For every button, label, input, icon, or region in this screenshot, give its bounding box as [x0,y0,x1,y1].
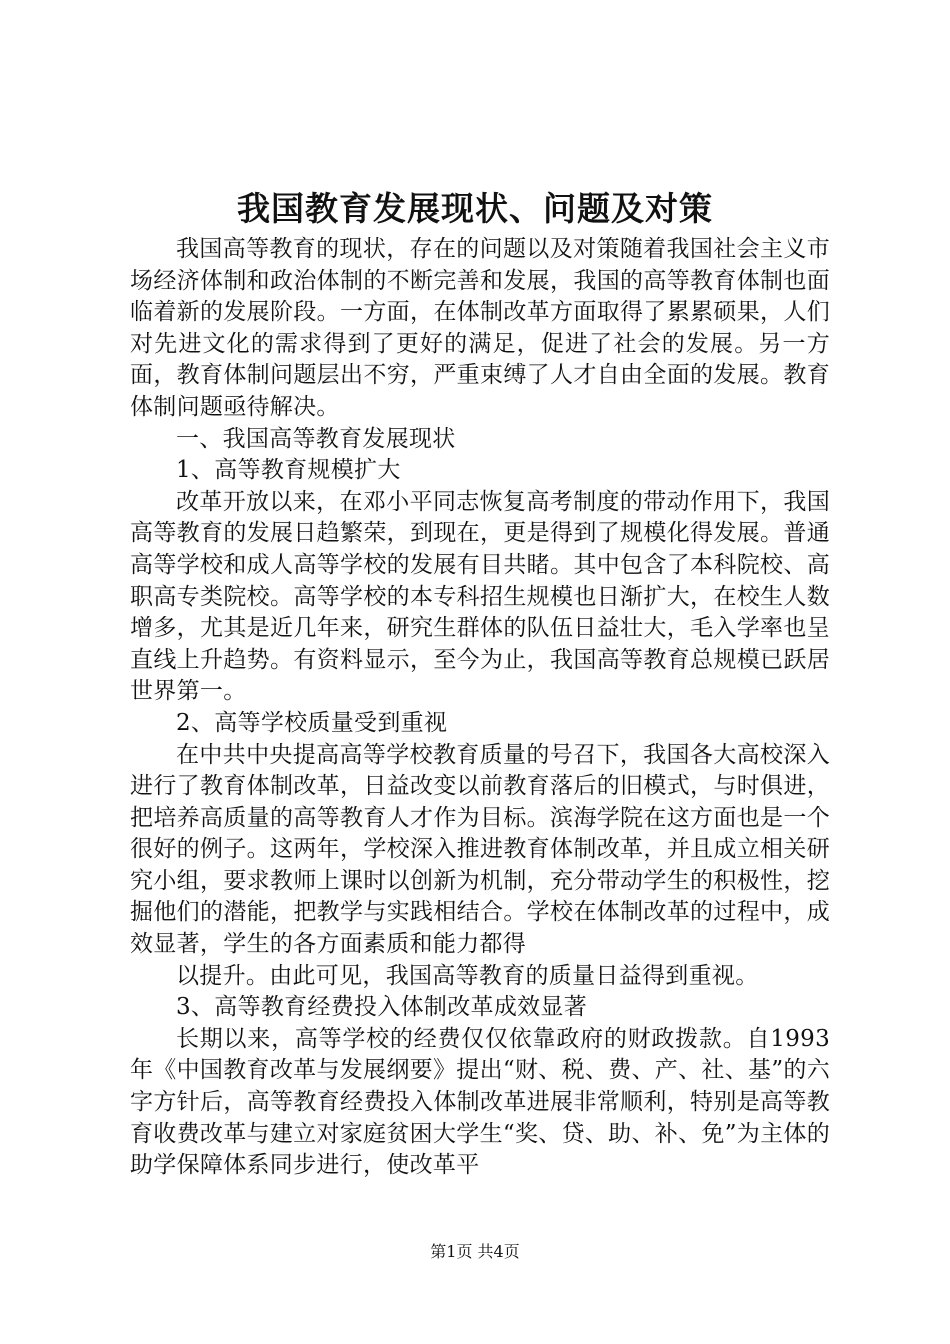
paragraph-funding: 长期以来，高等学校的经费仅仅依靠政府的财政拨款。自1993年《中国教育改革与发展纲要》提出“财、税、费、产、社、基”的六字方针后，高等教育经费投入体制改革进展非常顺利，特别是高等教育收费改革与建立对家庭贫困大学生“奖、贷、助、补、免”为主体的助学保障体系同步进行，使改革平 [130,1025,830,1179]
paragraph-quality-cont: 以提升。由此可见，我国高等教育的质量日益得到重视。 [176,962,759,989]
subsection-heading-1: 1、高等教育规模扩大 [176,457,401,484]
paragraph-intro: 我国高等教育的现状，存在的问题以及对策随着我国社会主义市场经济体制和政治体制的不断完善和发展，我国的高等教育体制也面临着新的发展阶段。一方面，在体制改革方面取得了累累硕果，人们对先进文化的需求得到了更好的满足，促进了社会的发展。另一方面，教育体制问题层出不穷，严重束缚了人才自由全面的发展。教育体制问题亟待解决。 [130,236,830,420]
document-body [130,234,830,1182]
subsection-heading-2: 2、高等学校质量受到重视 [176,709,448,736]
paragraph-scale: 改革开放以来，在邓小平同志恢复高考制度的带动作用下，我国高等教育的发展日趋繁荣，到现在，更是得到了规模化得发展。普通高等学校和成人高等学校的发展有目共睹。其中包含了本科院校、高职高专类院校。高等学校的本专科招生规模也日渐扩大，在校生人数增多，尤其是近几年来，研究生群体的队伍日益壮大，毛入学率也呈直线上升趋势。有资料显示，至今为止，我国高等教育总规模已跃居世界第一。 [130,488,830,705]
document-title: 我国教育发展现状、问题及对策 [237,189,713,228]
paragraph-quality: 在中共中央提高高等学校教育质量的号召下，我国各大高校深入进行了教育体制改革，日益改变以前教育落后的旧模式，与时俱进，把培养高质量的高等教育人才作为目标。滨海学院在这方面也是一个很好的例子。这两年，学校深入推进教育体制改革，并且成立相关研究小组，要求教师上课时以创新为机制，充分带动学生的积极性，挖掘他们的潜能，把教学与实践相结合。学校在体制改革的过程中，成效显著，学生的各方面素质和能力都得 [130,741,830,958]
section-heading-1: 一、我国高等教育发展现状 [176,425,456,452]
subsection-heading-3: 3、高等教育经费投入体制改革成效显著 [176,994,588,1021]
page-footer: 第1页 共4页 [430,1242,520,1261]
